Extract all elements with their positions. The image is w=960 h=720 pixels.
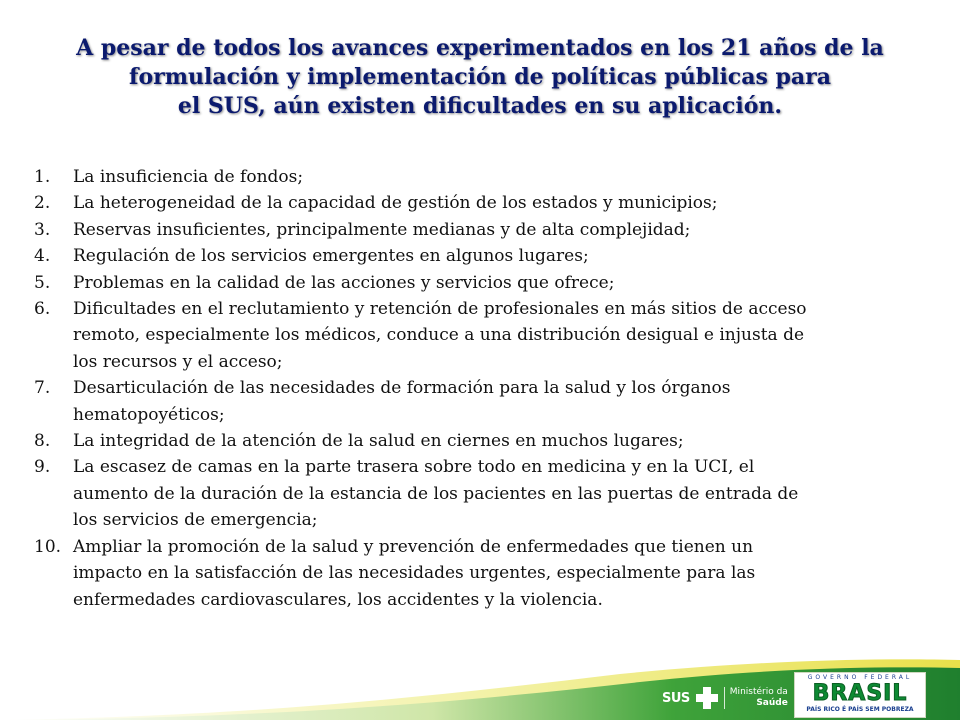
item-number: 9. [34, 457, 51, 478]
gov-label: GOVERNO FEDERAL [807, 674, 913, 681]
item-text: Regulación de los servicios emergentes en algunos lugares; [73, 246, 589, 267]
governo-federal-logo [794, 672, 926, 718]
item-text: Problemas en la calidad de las acciones y servicios que ofrece; [73, 272, 615, 293]
list-item [34, 243, 940, 269]
ministry-line-2: Saúde [756, 698, 788, 708]
item-number: 5. [34, 272, 51, 293]
list-item [34, 217, 940, 243]
item-text: Reservas insuficientes, principalmente medianas y de alta complejidad; [73, 219, 691, 240]
list-item [34, 375, 940, 428]
item-number: 6. [34, 299, 51, 320]
item-number: 4. [34, 246, 51, 267]
item-number: 1. [34, 167, 51, 187]
list-item [34, 534, 940, 613]
item-number: 7. [34, 378, 51, 399]
list-item [34, 428, 940, 454]
item-text: La heterogeneidad de la capacidad de gestión de los estados y municipios; [73, 193, 718, 214]
ministry-line-1: Ministério da [729, 687, 788, 697]
item-text: Dificultades en el reclutamiento y retención de profesionales en más sitios de acceso remoto, especialmente los médicos, conduce a una distribución desigual e injusta de los recursos y el acceso; [73, 299, 807, 372]
list-item [34, 190, 940, 216]
title-line-3: el SUS, aún existen dificultades en su aplicación. [177, 93, 783, 119]
brasil-wordmark: BRASIL [812, 681, 908, 706]
slide-title [20, 34, 940, 121]
item-text: Desarticulación de las necesidades de formación para la salud y los órganos hematopoyéticos; [73, 378, 731, 425]
gov-slogan: PAÍS RICO É PAÍS SEM POBREZA [806, 706, 914, 713]
title-line-2: formulación y implementación de políticas públicas para [129, 64, 831, 90]
item-number: 3. [34, 219, 51, 240]
ministry-label [724, 687, 788, 709]
item-text: La integridad de la atención de la salud en ciernes en muchos lugares; [73, 431, 684, 452]
title-line-1: A pesar de todos los avances experimentados en los 21 años de la [76, 35, 884, 61]
sus-ministry-logo [662, 683, 788, 713]
item-text: La insuficiencia de fondos; [73, 167, 304, 187]
item-number: 2. [34, 193, 51, 214]
sus-wordmark: SUS [662, 690, 690, 706]
item-text: Ampliar la promoción de la salud y prevención de enfermedades que tienen un impacto en la satisfacción de las necesidades urgentes, especialmente para las enfermedades cardiovasculares, los accidentes y la violencia. [73, 536, 756, 610]
cross-icon [696, 687, 718, 709]
list-item [34, 164, 940, 190]
item-text: La escasez de camas en la parte trasera sobre todo en medicina y en la UCI, el aumento de la duración de la estancia de los pacientes en las puertas de entrada de los servicios de emergencia; [73, 457, 799, 531]
list-item [34, 296, 940, 375]
difficulties-list [34, 164, 940, 613]
list-item [34, 270, 940, 296]
list-item [34, 454, 940, 533]
item-number: 8. [34, 431, 51, 452]
item-number: 10. [34, 536, 62, 557]
